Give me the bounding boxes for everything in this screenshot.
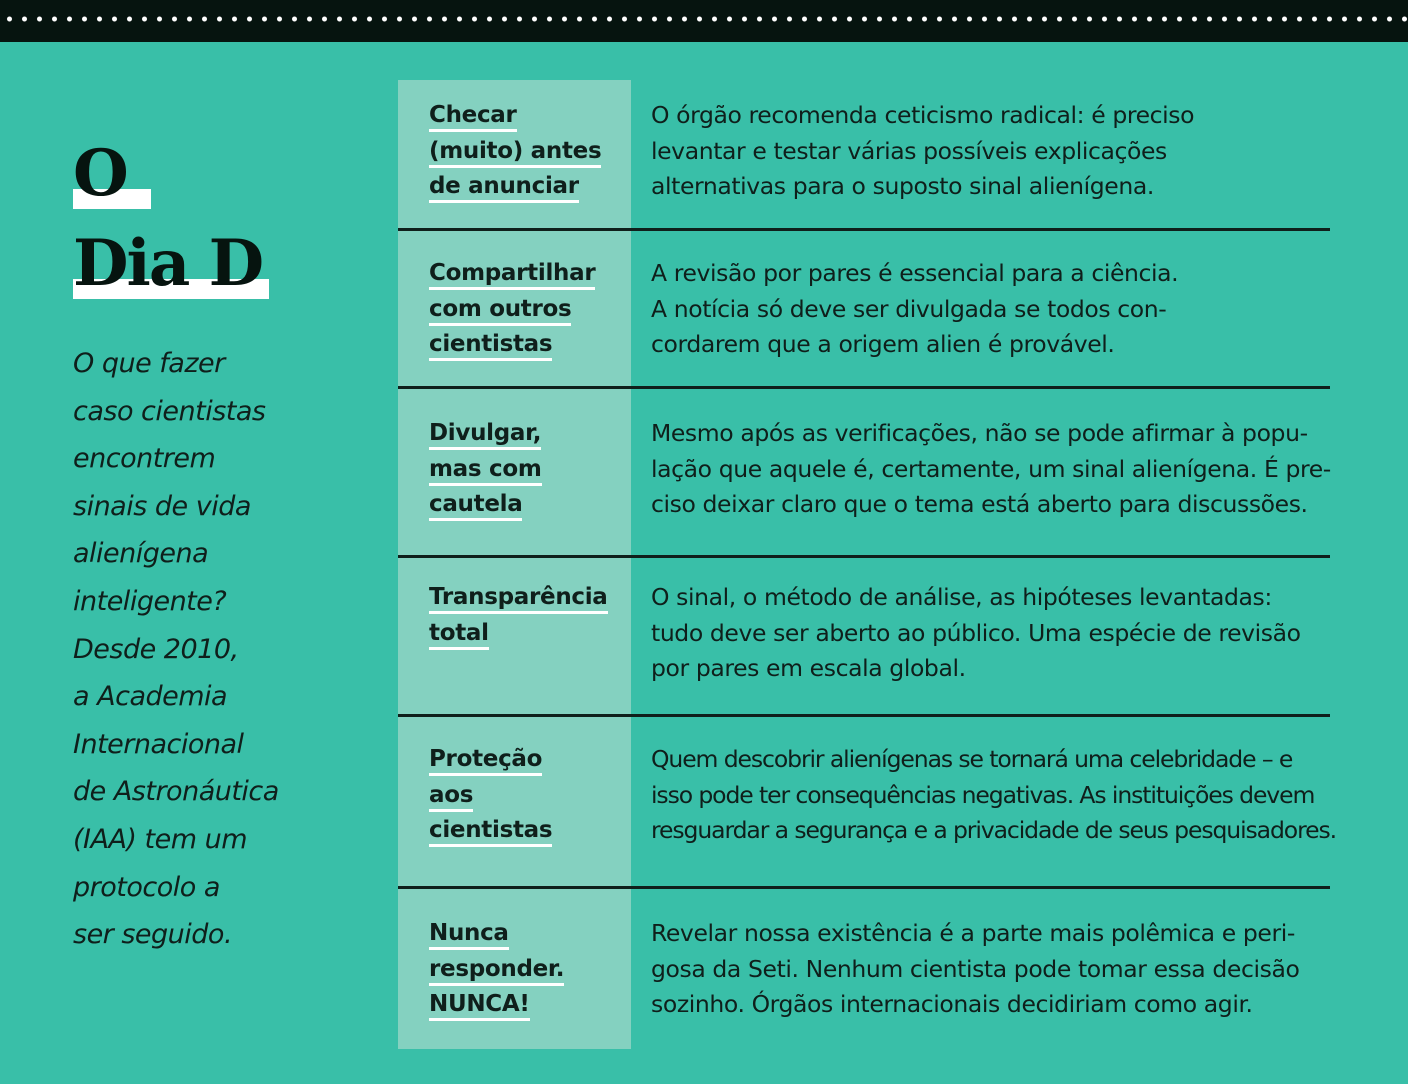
row-description-line: O órgão recomenda ceticismo radical: é preciso: [651, 101, 1195, 129]
row-description-line: ciso deixar claro que o tema está aberto para discussões.: [651, 490, 1308, 518]
row-heading-line: responder.: [429, 956, 564, 986]
intro-line: encontrem: [73, 443, 216, 475]
intro-line: inteligente?: [73, 585, 227, 617]
row-heading: [429, 416, 619, 523]
row-heading: [429, 580, 619, 651]
intro-line: Desde 2010,: [73, 633, 239, 665]
row-description: [651, 916, 1351, 1023]
intro-line: caso cientistas: [73, 395, 266, 427]
protocol-row: [398, 728, 1336, 889]
row-description-line: O sinal, o método de análise, as hipóteses levantadas:: [651, 583, 1272, 611]
row-description: [651, 256, 1351, 363]
row-description-line: Revelar nossa existência é a parte mais polêmica e peri-: [651, 919, 1295, 947]
row-heading-line: cientistas: [429, 817, 552, 847]
row-description-line: isso pode ter consequências negativas. As instituições devem: [651, 780, 1315, 809]
intro-line: ser seguido.: [73, 919, 233, 951]
row-heading-line: NUNCA!: [429, 991, 530, 1021]
row-heading-line: de anunciar: [429, 173, 579, 203]
intro-line: de Astronáutica: [73, 776, 279, 808]
row-heading-line: cautela: [429, 491, 522, 521]
row-description-line: lação que aquele é, certamente, um sinal alienígena. É pre-: [651, 454, 1331, 483]
intro-line: alienígena: [73, 538, 209, 570]
row-description-line: alternativas para o suposto sinal alienígena.: [651, 172, 1154, 200]
row-heading-line: mas com: [429, 456, 542, 486]
row-heading-line: total: [429, 620, 489, 650]
row-description: [651, 416, 1351, 523]
protocol-row: [398, 238, 1330, 389]
row-heading: [429, 742, 619, 849]
top-dotted-bar: [0, 0, 1408, 42]
dot-pattern: [0, 16, 1408, 22]
row-heading-line: (muito) antes: [429, 138, 601, 168]
row-description-line: gosa da Seti. Nenhum cientista pode tomar essa decisão: [651, 954, 1300, 983]
row-description-line: A revisão por pares é essencial para a ciência.: [651, 259, 1179, 287]
intro-line: a Academia: [73, 681, 228, 713]
row-heading-line: Nunca: [429, 920, 509, 950]
title-line-1: O: [73, 142, 151, 206]
row-description: [651, 98, 1351, 205]
title-line-2: Dia D: [73, 232, 269, 296]
intro-line: O que fazer: [73, 348, 225, 379]
row-heading-line: Divulgar,: [429, 420, 541, 450]
intro-text: [73, 340, 308, 959]
row-divider: [398, 714, 1330, 717]
row-divider: [398, 228, 1330, 231]
row-description-line: A notícia só deve ser divulgada se todos con-: [651, 294, 1167, 323]
row-description-line: por pares em escala global.: [651, 654, 966, 682]
row-description-line: sozinho. Órgãos internacionais decidiriam como agir.: [651, 990, 1253, 1018]
row-heading-line: com outros: [429, 296, 571, 326]
row-heading: [429, 916, 619, 1023]
row-heading-line: Transparência: [429, 584, 608, 614]
row-divider: [398, 555, 1330, 558]
intro-line: Internacional: [73, 728, 244, 760]
row-heading-line: cientistas: [429, 331, 552, 361]
row-heading: [429, 256, 619, 363]
protocol-table: [398, 80, 1336, 1049]
row-description-line: Quem descobrir alienígenas se tornará uma celebridade – e: [651, 745, 1293, 773]
protocol-row: [398, 900, 1330, 1049]
row-description-line: cordarem que a origem alien é provável.: [651, 330, 1115, 358]
row-heading-line: aos: [429, 782, 473, 812]
row-divider: [398, 886, 1330, 889]
protocol-row: [398, 398, 1330, 558]
row-description-line: resguardar a segurança e a privacidade de seus pesquisadores.: [651, 816, 1336, 844]
intro-line: (IAA) tem um: [73, 823, 248, 855]
row-heading: [429, 98, 619, 205]
row-description: [651, 742, 1351, 849]
row-divider: [398, 386, 1330, 389]
protocol-row: [398, 568, 1330, 717]
intro-line: sinais de vida: [73, 490, 251, 522]
row-heading-line: Proteção: [429, 746, 542, 776]
row-heading-line: Compartilhar: [429, 260, 595, 290]
row-description: [651, 580, 1351, 687]
protocol-row: [398, 80, 1330, 231]
intro-line: protocolo a: [73, 871, 220, 903]
row-description-line: tudo deve ser aberto ao público. Uma espécie de revisão: [651, 618, 1301, 647]
row-heading-line: Checar: [429, 102, 517, 132]
row-description-line: levantar e testar várias possíveis explicações: [651, 136, 1167, 165]
row-description-line: Mesmo após as verificações, não se pode afirmar à popu-: [651, 419, 1308, 447]
